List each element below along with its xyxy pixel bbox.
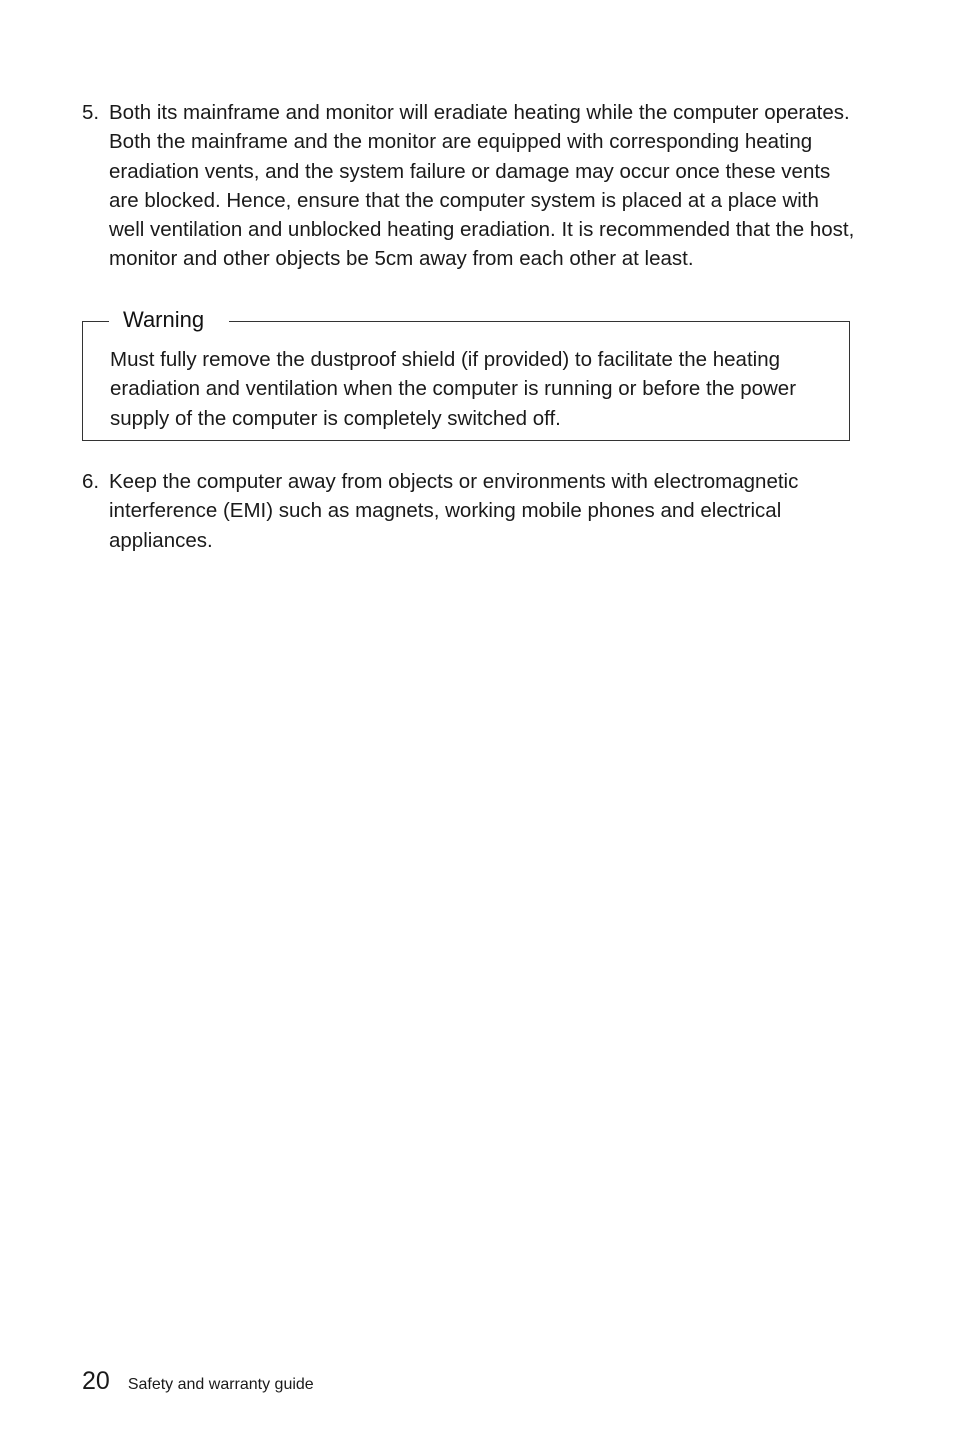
- page-number: 20: [82, 1367, 110, 1395]
- list-item-text: Both its mainframe and monitor will eradiate heating while the computer operates. Both the mainframe and the monitor are equipped with corresponding heating eradiation vents, and the system failure or damage may occur once these vents are blocked. Hence, ensure that the computer system is placed at a place with well ventilation and unblocked heating eradiation. It is recommended that the host, monitor and other objects be 5cm away from each other at least.: [109, 101, 855, 271]
- list-item-6: [82, 467, 857, 555]
- guide-title: Safety and warranty guide: [127, 1376, 314, 1393]
- warning-text: Must fully remove the dustproof shield (if provided) to facilitate the heating eradiation and ventilation when the computer is running or before the power supply of the computer is completely switched off.: [110, 348, 797, 430]
- list-item-5: [82, 98, 857, 274]
- warning-border-left: [82, 321, 109, 322]
- page-footer: [82, 1366, 314, 1396]
- list-item-text: Keep the computer away from objects or environments with electromagnetic interference (EMI) such as magnets, working mobile phones and electrical appliances.: [109, 470, 799, 552]
- warning-title: Warning: [123, 307, 205, 332]
- warning-border-right: [229, 321, 850, 322]
- list-item-number: 6.: [82, 470, 100, 493]
- warning-box: [82, 307, 850, 441]
- list-item-number: 5.: [82, 101, 100, 124]
